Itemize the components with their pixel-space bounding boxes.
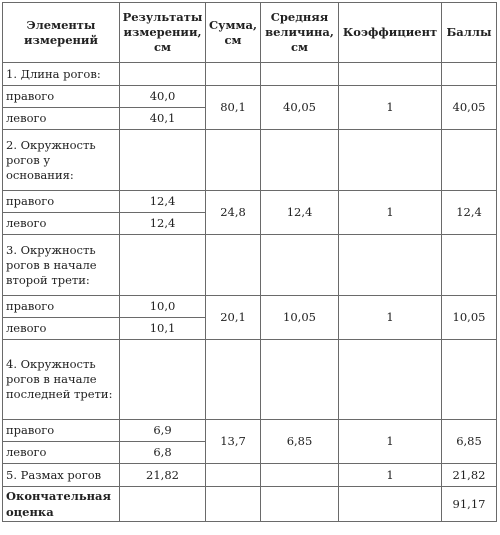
right-label: правого [3,86,120,108]
sum-cell: 20,1 [206,296,261,340]
header-elements: Элементы измерений [3,3,120,63]
header-average: Средняя величина, см [261,3,339,63]
coefficient-cell: 1 [339,86,442,130]
final-row [3,487,497,522]
left-value: 6,8 [120,442,206,464]
average-cell: 10,05 [261,296,339,340]
coefficient-cell: 1 [339,296,442,340]
header-row [3,3,497,63]
section-title: 2. Окружность рогов у основания: [3,130,120,191]
left-value: 10,1 [120,318,206,340]
right-label: правого [3,191,120,213]
right-row [3,86,497,108]
left-label: левого [3,108,120,130]
span-coefficient: 1 [339,464,442,487]
header-results: Результаты измерении, см [120,3,206,63]
span-score: 21,82 [442,464,497,487]
final-score: 91,17 [442,487,497,522]
section-title-row [3,63,497,86]
score-cell: 10,05 [442,296,497,340]
right-value: 12,4 [120,191,206,213]
score-cell: 6,85 [442,420,497,464]
span-title: 5. Размах рогов [3,464,120,487]
average-cell: 12,4 [261,191,339,235]
left-value: 40,1 [120,108,206,130]
average-cell: 40,05 [261,86,339,130]
left-label: левого [3,318,120,340]
coefficient-cell: 1 [339,420,442,464]
section-title: 4. Окружность рогов в начале последней трети: [3,340,120,420]
header-coefficient: Коэффициент [339,3,442,63]
sum-cell: 24,8 [206,191,261,235]
average-cell: 6,85 [261,420,339,464]
left-label: левого [3,442,120,464]
left-value: 12,4 [120,213,206,235]
right-row [3,420,497,442]
right-value: 10,0 [120,296,206,318]
left-label: левого [3,213,120,235]
right-value: 6,9 [120,420,206,442]
right-value: 40,0 [120,86,206,108]
span-row [3,464,497,487]
section-title-row [3,235,497,296]
score-cell: 12,4 [442,191,497,235]
sum-cell: 80,1 [206,86,261,130]
section-title: 1. Длина рогов: [3,63,120,86]
span-value: 21,82 [120,464,206,487]
section-title-row [3,340,497,420]
final-title: Окончательная оценка [3,487,120,522]
right-label: правого [3,420,120,442]
header-score: Баллы [442,3,497,63]
header-sum: Сумма, см [206,3,261,63]
section-title: 3. Окружность рогов в начале второй трети: [3,235,120,296]
right-row [3,191,497,213]
right-row [3,296,497,318]
right-label: правого [3,296,120,318]
section-title-row [3,130,497,191]
score-cell: 40,05 [442,86,497,130]
score-table [2,2,497,522]
sum-cell: 13,7 [206,420,261,464]
coefficient-cell: 1 [339,191,442,235]
